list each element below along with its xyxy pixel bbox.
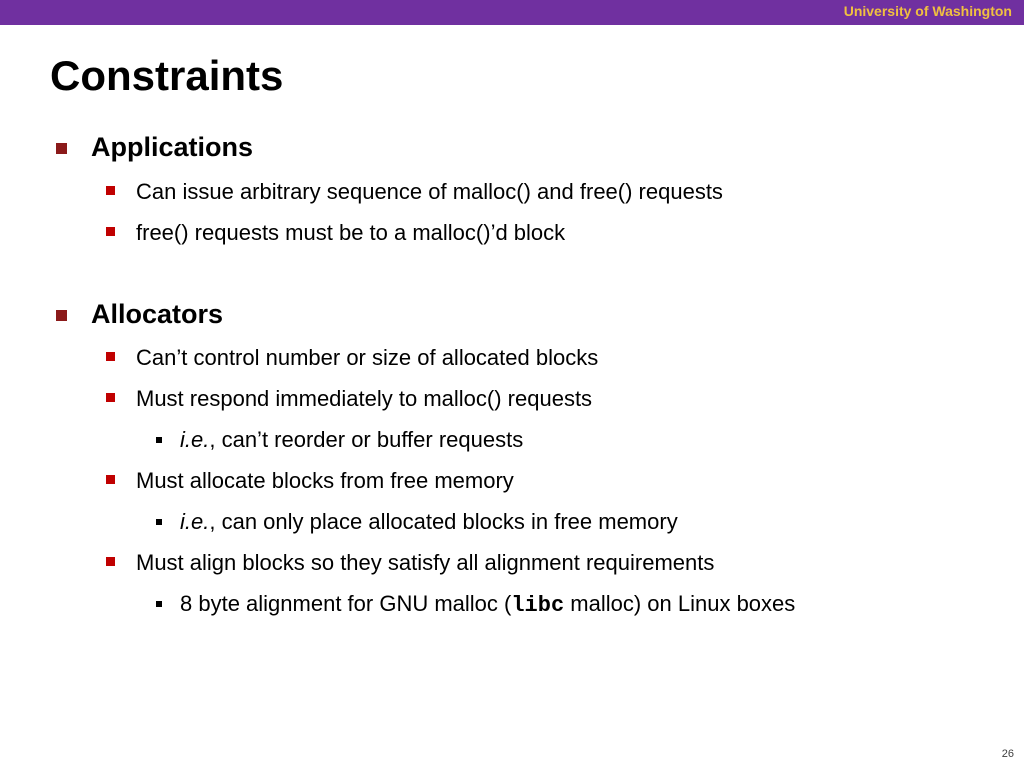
square-bullet-icon bbox=[56, 143, 67, 154]
header-bar bbox=[0, 0, 1024, 25]
square-bullet-icon bbox=[106, 557, 115, 566]
small-square-bullet-icon bbox=[156, 437, 162, 443]
square-bullet-icon bbox=[106, 352, 115, 361]
square-bullet-icon bbox=[56, 310, 67, 321]
sub-bullet-rest: , can’t reorder or buffer requests bbox=[209, 427, 524, 452]
sub-bullet-post: malloc) on Linux boxes bbox=[564, 591, 796, 616]
square-bullet-icon bbox=[106, 227, 115, 236]
code-libc: libc bbox=[511, 593, 565, 618]
square-bullet-icon bbox=[106, 186, 115, 195]
section-heading-text: Applications bbox=[91, 132, 254, 162]
bullet-text: Can issue arbitrary sequence of malloc() and free() requests bbox=[136, 179, 723, 204]
page-number: 26 bbox=[1001, 748, 1014, 760]
square-bullet-icon bbox=[106, 475, 115, 484]
bullet-text: Must allocate blocks from free memory bbox=[136, 468, 514, 493]
bullet-text: free() requests must be to a malloc()’d block bbox=[136, 220, 566, 245]
italic-ie: i.e. bbox=[180, 509, 210, 534]
sub-bullet-text bbox=[180, 425, 523, 455]
bullet-text: Must respond immediately to malloc() requests bbox=[136, 386, 593, 411]
section-heading-text: Allocators bbox=[91, 299, 224, 329]
small-square-bullet-icon bbox=[156, 519, 162, 525]
sub-bullet-rest: , can only place allocated blocks in free memory bbox=[209, 509, 678, 534]
sub-bullet-text bbox=[180, 507, 678, 537]
italic-ie: i.e. bbox=[180, 427, 210, 452]
bullet-text: Must align blocks so they satisfy all alignment requirements bbox=[136, 550, 715, 575]
square-bullet-icon bbox=[106, 393, 115, 402]
bullet-text: Can’t control number or size of allocated blocks bbox=[136, 345, 599, 370]
university-label: University of Washington bbox=[843, 3, 1012, 19]
slide-title: Constraints bbox=[50, 52, 284, 99]
sub-bullet-text bbox=[180, 589, 795, 621]
small-square-bullet-icon bbox=[156, 601, 162, 607]
sub-bullet-pre: 8 byte alignment for GNU malloc ( bbox=[180, 591, 512, 616]
